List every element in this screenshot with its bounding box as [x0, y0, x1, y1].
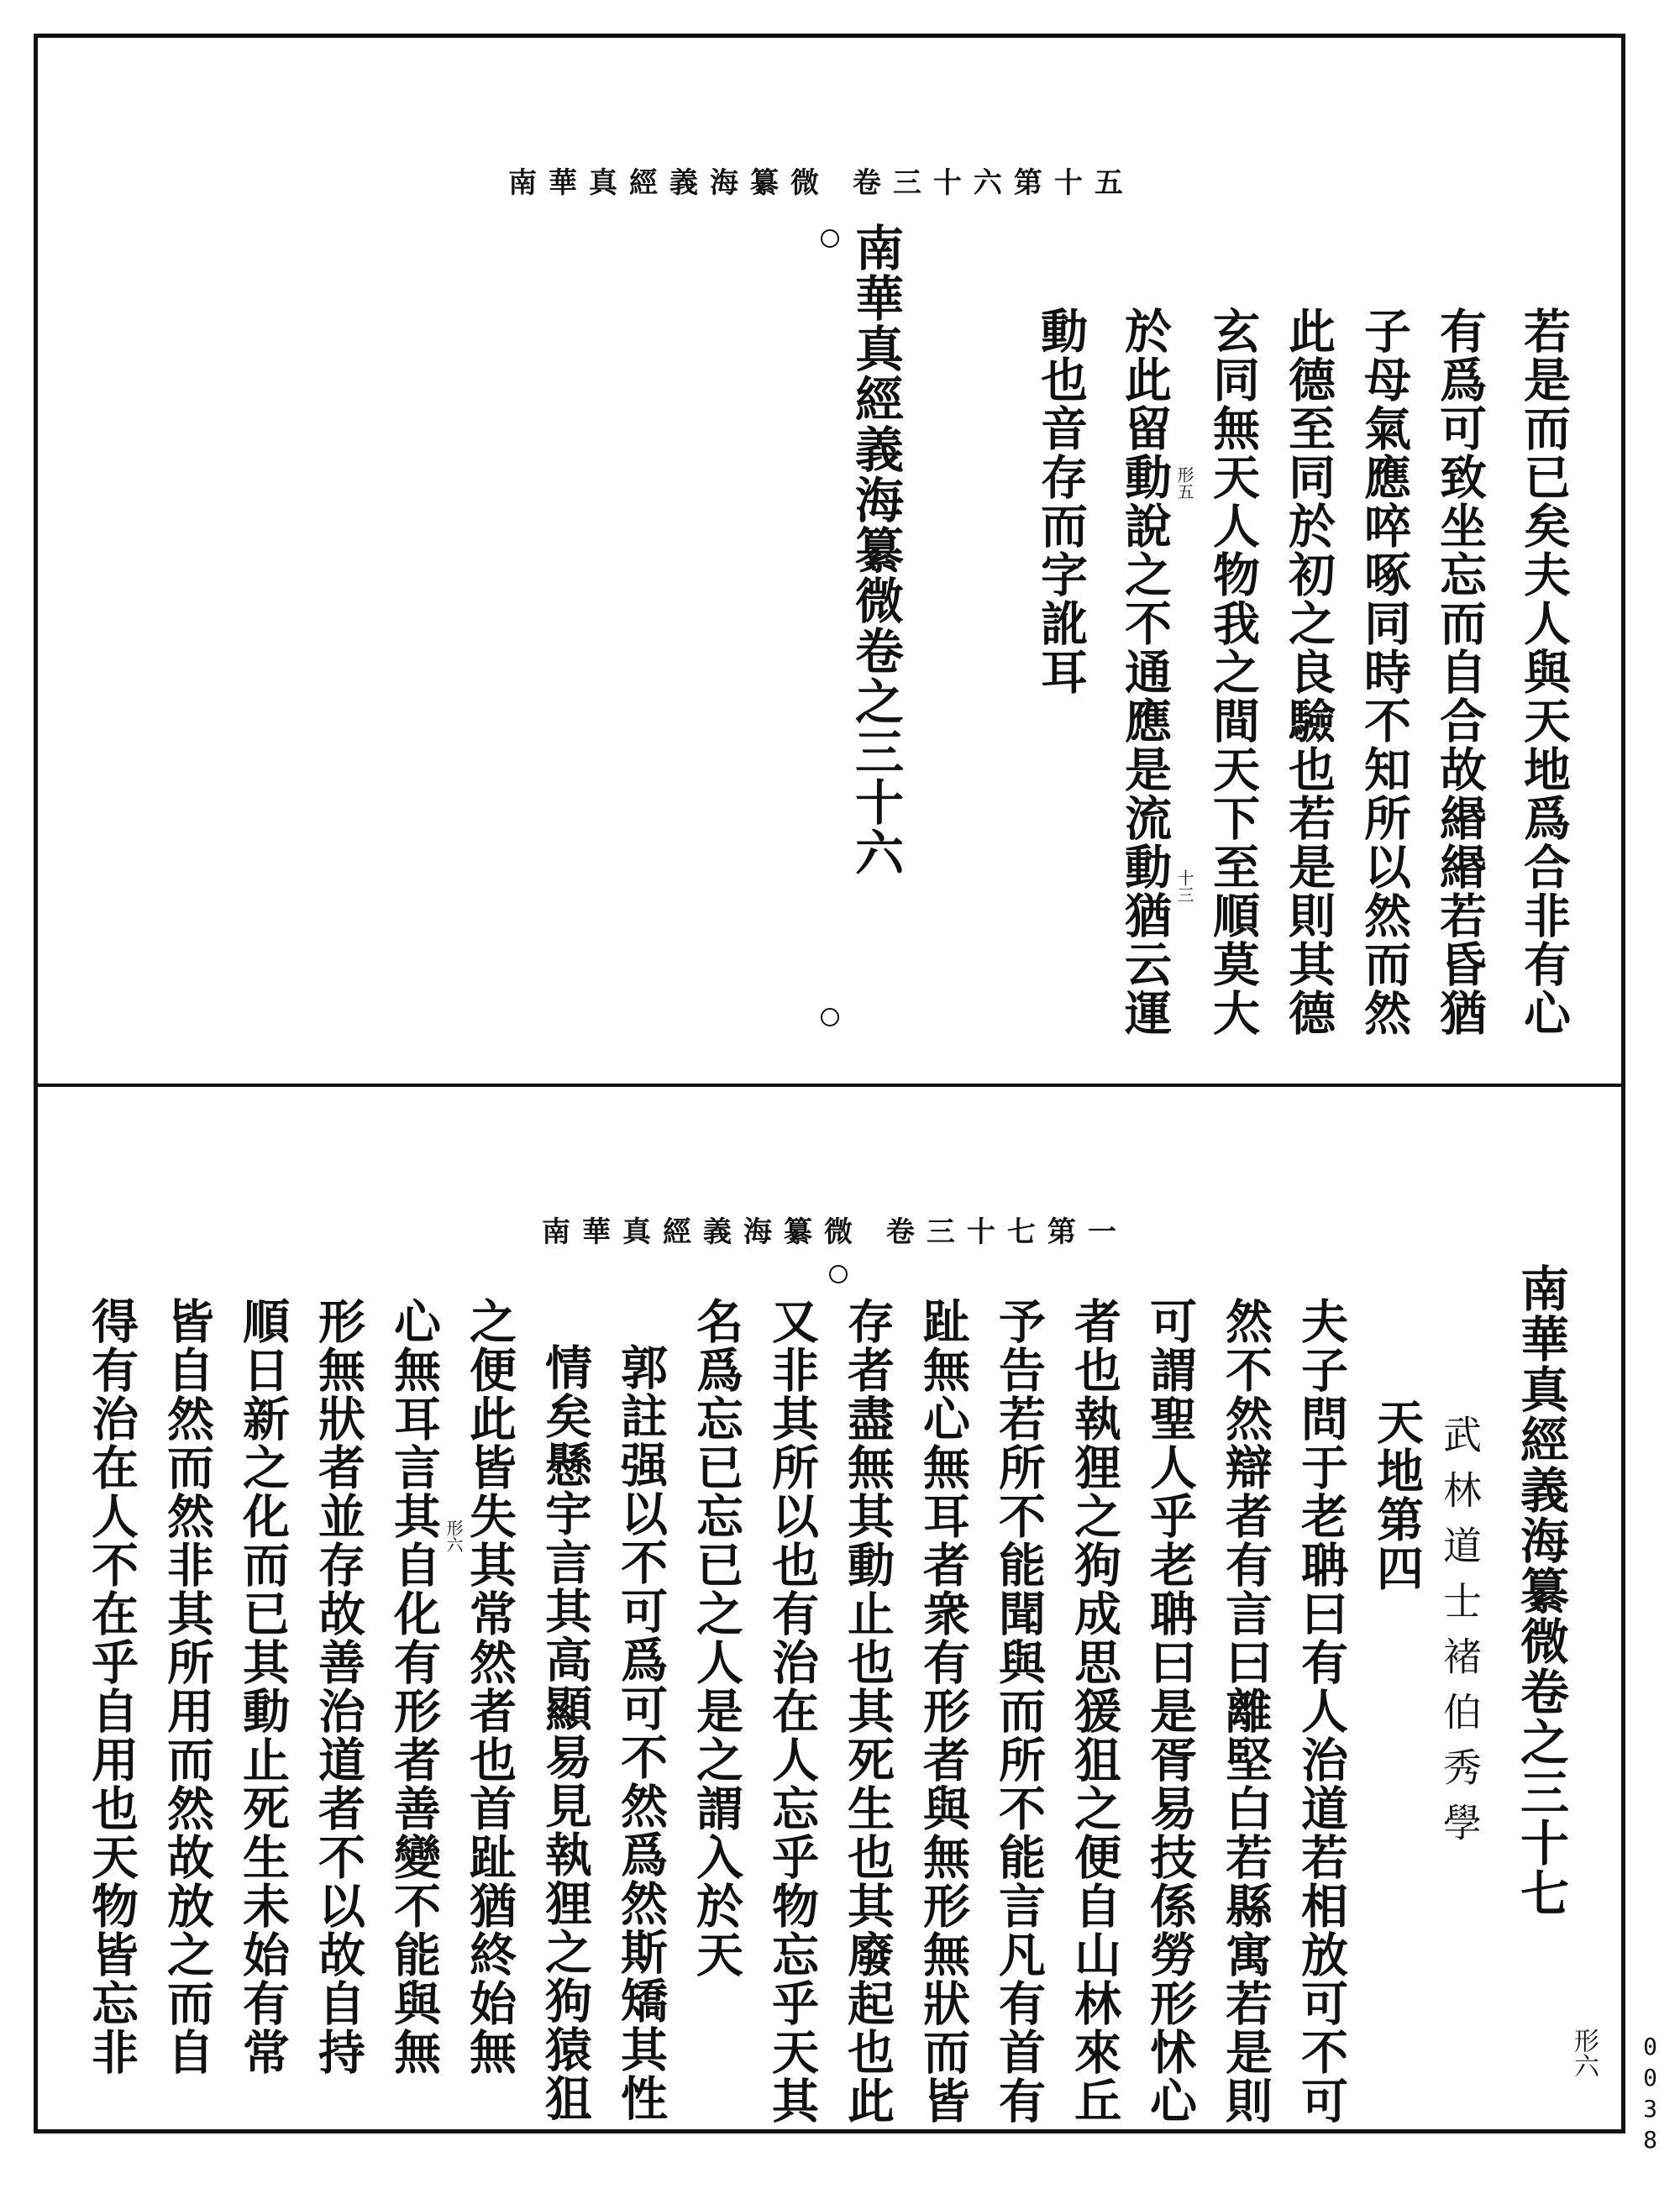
page-label: 形六 [1569, 2028, 1599, 2078]
section-heading: 天地第四 [1369, 1398, 1425, 1593]
text-column: 趾無心無耳者衆有形者與無形無狀而皆 [916, 1297, 971, 2125]
chapter-title: 南華真經義海纂微卷之三十七 [1512, 1263, 1569, 1918]
text-column: 得有治在人不在乎自用也天物皆忘非 [84, 1297, 139, 2076]
circle-mark [821, 229, 839, 248]
top-panel [38, 38, 1621, 1084]
text-column: 心無耳言其自化有形者善變不能與無 [386, 1297, 442, 2076]
text-column: 皆自然而然非其所用而然故放之而自 [160, 1297, 215, 2076]
text-column: 有爲可致坐忘而自合故緡緡若昏猶 [1432, 307, 1488, 1037]
margin-note: 十三 [1174, 869, 1194, 903]
circle-mark [821, 1008, 839, 1026]
text-column: 予告若所不能聞與而所不能言凡有首有 [991, 1297, 1047, 2125]
text-column: 玄同無天人物我之間天下至順莫大 [1205, 307, 1261, 1037]
text-column: 可謂聖人乎老聃曰是胥易技係勞形怵心 [1142, 1297, 1198, 2125]
text-column: 此德至同於初之良驗也若是則其德 [1281, 307, 1336, 1037]
page-number: 0038 [1636, 2033, 1664, 2157]
text-column: 順日新之化而已其動止死生未始有常 [235, 1297, 291, 2076]
text-column: 於此留動說之不通應是流動猶云運 [1117, 307, 1173, 1037]
text-column: 夫子問于老聃曰有人治道若相放可不可 [1294, 1297, 1349, 2125]
text-column: 若是而已矣夫人與天地爲合非有心 [1516, 307, 1572, 1037]
text-column: 子母氣應啐啄同時不知所以然而然 [1357, 307, 1412, 1037]
top-running-header: 南華真經義海纂微 卷三十六第十五 [508, 166, 1135, 200]
text-column: 情矣懸宇言其高顯易見執狸之狗猿狙 [538, 1343, 593, 2123]
text-column: 形無狀者並存故善治道者不以故自持 [311, 1297, 366, 2076]
text-column: 郭註强以不可爲可不然爲然斯矯其性 [613, 1343, 669, 2123]
bottom-running-header: 南華真經義海纂微 卷三十七第一 [542, 1215, 1128, 1249]
closing-title: 南華真經義海纂微卷之三十六 [847, 223, 904, 878]
text-column: 又非其所以也有治在人忘乎物忘乎天其 [764, 1297, 820, 2125]
text-column: 存者盡無其動止也其死生也其廢起也此 [840, 1297, 895, 2125]
text-column: 然不然辯者有言曰離堅白若縣寓若是則 [1218, 1297, 1273, 2125]
margin-note: 形六 [444, 1519, 464, 1553]
bottom-panel [38, 1087, 1621, 2129]
text-column: 名爲忘已忘已之人是之謂入於天 [689, 1297, 744, 1979]
circle-mark [829, 1265, 848, 1283]
margin-note: 形五 [1174, 466, 1194, 500]
text-column: 動也音存而字訛耳 [1033, 307, 1089, 696]
author-line: 武林道士褚伯秀學 [1437, 1414, 1483, 1858]
text-column: 者也執狸之狗成思猨狙之便自山林來丘 [1067, 1297, 1122, 2125]
text-column: 之便此皆失其常然者也首趾猶終始無 [462, 1297, 517, 2076]
